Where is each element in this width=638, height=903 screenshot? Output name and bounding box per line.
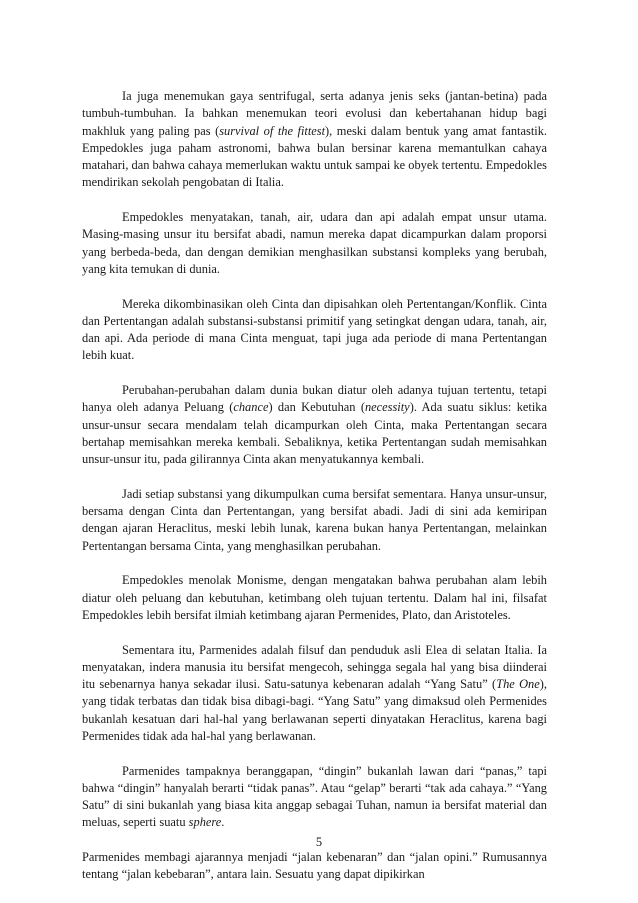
- text-run: ) dan Kebutuhan (: [268, 400, 365, 415]
- paragraph-2: [82, 209, 547, 278]
- italic-term: The One: [496, 677, 540, 692]
- paragraph-8: [82, 763, 547, 832]
- paragraph-9: [82, 849, 547, 884]
- paragraph-7: [82, 642, 547, 746]
- text-run: Empedokles menyatakan, tanah, air, udara dan api adalah empat unsur utama. Masing-masing unsur itu bersifat abadi, namun mereka dapat dicampurkan dalam proporsi yang berbeda-beda, dan dengan demikian menghasilkan substansi kompleks yang berubah, yang kita temukan di dunia.: [82, 210, 547, 276]
- paragraph-3: [82, 296, 547, 365]
- text-run: ), meski dalam bentuk yang amat fantastik. Empedokles juga paham astronomi, bahwa bulan bersinar karena memantulkan cahaya matahari, dan bahwa cahaya memerlukan waktu untuk sampai ke obyek tertentu. Empedokles mendirikan sekolah pengobatan di Italia.: [82, 123, 547, 190]
- paragraph-1: [82, 88, 547, 192]
- text-run: Jadi setiap substansi yang dikumpulkan cuma bersifat sementara. Hanya unsur-unsur, bersama dengan Cinta dan Pertentangan, yang bersifat abadi. Jadi di sini ada kemiripan dengan ajaran Heraclitus, meski lebih lunak, karena bukan hanya Pertentangan, melainkan Pertentangan bersama Cinta, yang menghasilkan perubahan.: [82, 486, 547, 553]
- paragraph-6: [82, 572, 547, 624]
- text-run: Mereka dikombinasikan oleh Cinta dan dipisahkan oleh Pertentangan/Konflik. Cinta dan Pertentangan adalah substansi-substansi primitif yang setingkat dengan udara, tanah, air, dan api. Ada periode di mana Cinta menguat, tapi juga ada periode di mana Pertentangan lebih kuat.: [82, 296, 547, 363]
- italic-term: necessity: [364, 400, 410, 415]
- italic-term: chance: [233, 400, 269, 415]
- paragraph-4: [82, 382, 547, 468]
- text-run: Ia juga menemukan gaya sentrifugal, serta adanya jenis seks (jantan-betina) pada tumbuh-tumbuhan. Ia bahkan menemukan teori evolusi dan kebertahanan hidup bagi makhluk yang paling pas (: [82, 89, 547, 138]
- paragraph-5: [82, 486, 547, 555]
- text-run: Parmenides tampaknya beranggapan, “dingin” bukanlah lawan dari “panas,” tapi bahwa “dingin” hanyalah berarti “tidak panas”. Atau “gelap” berarti “tak ada cahaya.” “Yang Satu” di sini bukanlah yang biasa kita anggap sebagai Tuhan, namun ia bersifat material dan meluas, seperti suatu: [82, 763, 547, 830]
- page-number: 5: [315, 835, 323, 849]
- text-run: Sementara itu, Parmenides adalah filsuf dan penduduk asli Elea di selatan Italia. Ia menyatakan, indera manusia itu bersifat mengecoh, sehingga segala hal yang bisa diinderai itu sebenarnya hanya sekadar ilusi. Satu-satunya kebenaran adalah “Yang Satu” (: [82, 642, 547, 692]
- italic-term: survival of the fittest: [219, 123, 326, 138]
- text-run: Empedokles menolak Monisme, dengan mengatakan bahwa perubahan alam lebih diatur oleh peluang dan kebutuhan, ketimbang oleh tujuan tertentu. Dalam hal ini, filsafat Empedokles lebih bersifat ilmiah ketimbang ajaran Permenides, Plato, dan Aristoteles.: [82, 573, 547, 622]
- text-run: Parmenides membagi ajarannya menjadi “jalan kebenaran” dan “jalan opini.” Rumusannya tentang “jalan kebebaran”, antara lain. Sesuatu yang dapat dipikirkan: [82, 850, 547, 882]
- text-run: Perubahan-perubahan dalam dunia bukan diatur oleh adanya tujuan tertentu, tetapi hanya oleh adanya Peluang (: [82, 383, 547, 415]
- text-run: ), yang tidak terbatas dan tidak bisa dibagi-bagi. “Yang Satu” yang dimaksud oleh Permenides bukanlah kesatuan dari hal-hal yang berlawanan seperti dinyatakan Heraclitus, karena bagi Permenides tidak ada hal-hal yang berlawanan.: [82, 677, 547, 743]
- body-text: [82, 88, 547, 901]
- text-run: .: [221, 815, 225, 830]
- italic-term: sphere: [188, 815, 222, 830]
- text-run: ). Ada suatu siklus: ketika unsur-unsur secara mendalam telah dicampurkan oleh Cinta, maka Pertentangan secara bertahap memisahkan mereka kembali. Sebaliknya, ketika Pertentangan sudah memisahkan unsur-unsur itu, pada gilirannya Cinta akan menyatukannya kembali.: [82, 400, 547, 467]
